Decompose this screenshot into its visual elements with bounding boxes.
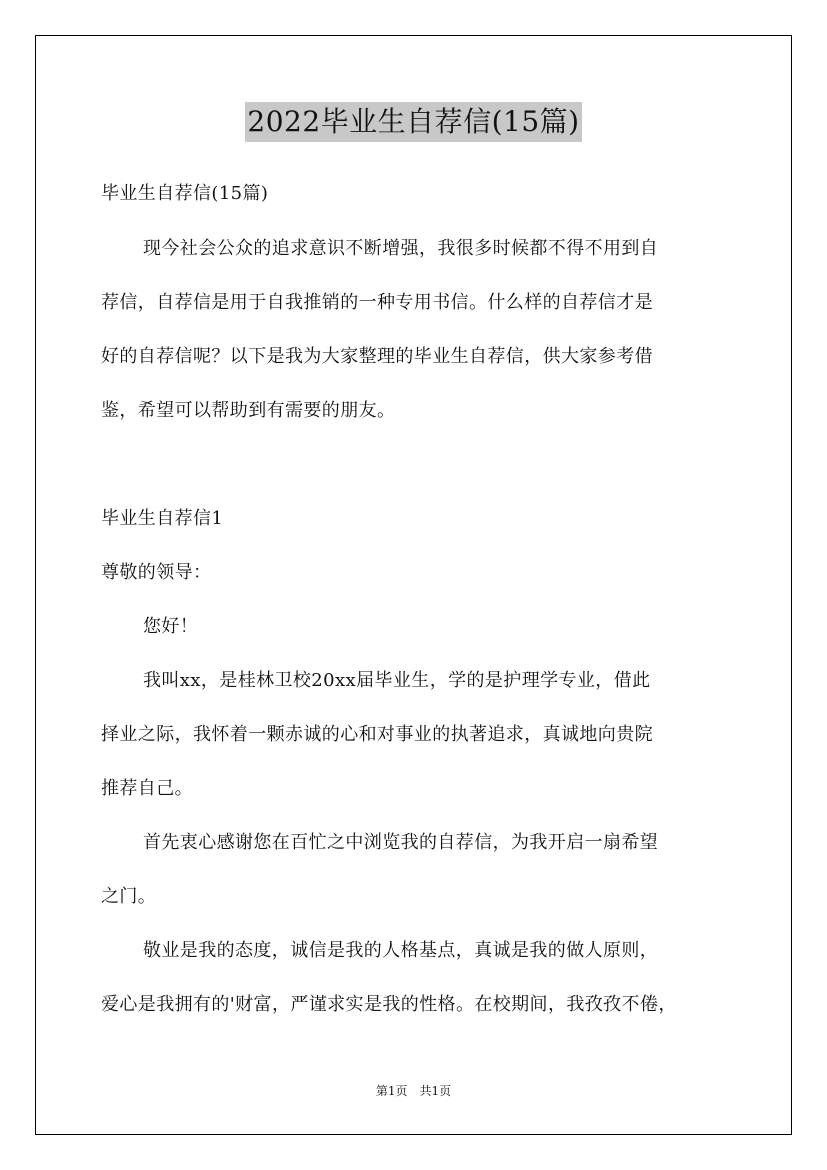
para1-line-3: 推荐自己。: [101, 778, 193, 799]
salutation: 尊敬的领导：: [101, 562, 212, 583]
intro-line-2: 荐信，自荐信是用于自我推销的一种专用书信。什么样的自荐信才是: [101, 292, 653, 313]
page-footer: 第1页 共1页: [375, 1084, 452, 1098]
document-title: 2022毕业生自荐信(15篇): [245, 102, 581, 142]
para1-line-1: 我叫xx，是桂林卫校20xx届毕业生，学的是护理学专业，借此: [143, 670, 651, 691]
intro-line-4: 鉴，希望可以帮助到有需要的朋友。: [101, 400, 396, 421]
para2-line-2: 之门。: [101, 886, 157, 907]
para3-line-2: 爱心是我拥有的'财富，严谨求实是我的性格。在校期间，我孜孜不倦，: [101, 994, 677, 1015]
section-heading: 毕业生自荐信1: [101, 508, 224, 529]
para3-line-1: 敬业是我的态度，诚信是我的人格基点，真诚是我的做人原则，: [143, 940, 659, 961]
title-container: [0, 102, 827, 142]
intro-line-1: 现今社会公众的追求意识不断增强，我很多时候都不得不用到自: [143, 238, 659, 259]
intro-line-3: 好的自荐信呢？以下是我为大家整理的毕业生自荐信，供大家参考借: [101, 346, 653, 367]
greeting: 您好！: [143, 616, 199, 637]
document-subtitle: 毕业生自荐信(15篇): [101, 183, 269, 204]
para1-line-2: 择业之际，我怀着一颗赤诚的心和对事业的执著追求，真诚地向贵院: [101, 724, 653, 745]
para2-line-1: 首先衷心感谢您在百忙之中浏览我的自荐信，为我开启一扇希望: [143, 832, 659, 853]
